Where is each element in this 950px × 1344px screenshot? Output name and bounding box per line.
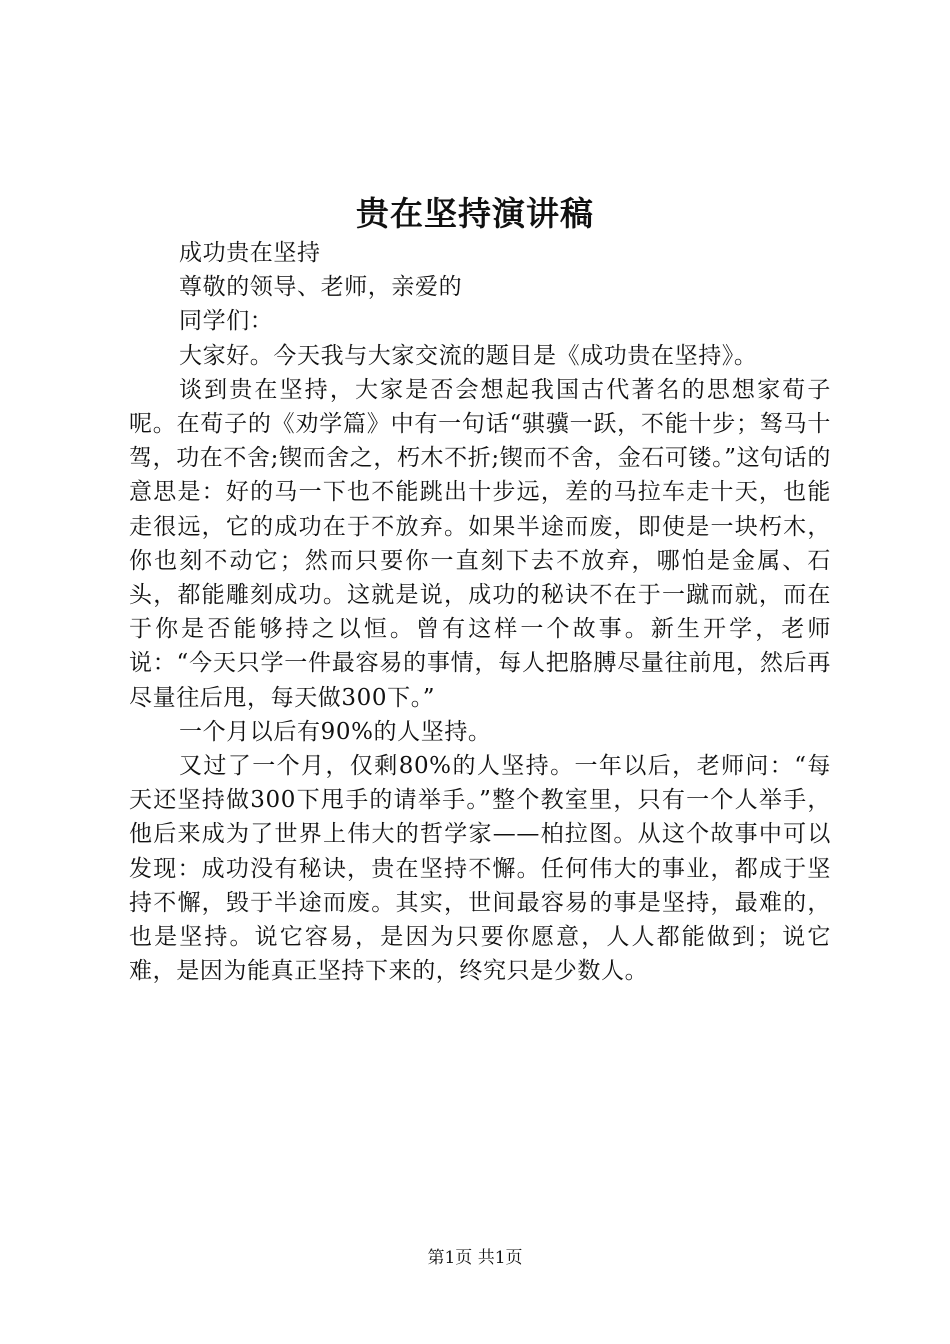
document-title: 贵在坚持演讲稿	[356, 194, 594, 233]
paragraph-salutation: 尊敬的领导、老师，亲爱的	[179, 274, 463, 301]
document-body	[129, 236, 831, 988]
paragraph-greeting: 大家好。今天我与大家交流的题目是《成功贵在坚持》。	[179, 342, 758, 369]
paragraph-subtitle: 成功贵在坚持	[179, 240, 321, 266]
paragraph-month-one: 一个月以后有90%的人坚持。	[179, 718, 492, 745]
paragraph-conclusion: 又过了一个月，仅剩80%的人坚持。一年以后，老师问：“每天还坚持做300下甩手的请举手。”整个教室里，只有一个人举手，他后来成为了世界上伟大的哲学家——柏拉图。从这个故事中可以发现：成功没有秘诀，贵在坚持不懈。任何伟大的事业，都成于坚持不懈，毁于半途而废。其实，世间最容易的事是坚持，最难的，也是坚持。说它容易，是因为只要你愿意，人人都能做到；说它难，是因为能真正坚持下来的，终究只是少数人。	[129, 753, 831, 985]
page-footer: 第1页 共1页	[427, 1248, 523, 1268]
paragraph-story: 谈到贵在坚持，大家是否会想起我国古代著名的思想家荀子呢。在荀子的《劝学篇》中有一句话“骐骥一跃，不能十步；驽马十驾，功在不舍;锲而舍之，朽木不折;锲而不舍，金石可镂。”这句话的意思是：好的马一下也不能跳出十步远，差的马拉车走十天，也能走很远，它的成功在于不放弃。如果半途而废，即使是一块朽木，你也刻不动它；然而只要你一直刻下去不放弃，哪怕是金属、石头，都能雕刻成功。这就是说，成功的秘诀不在于一蹴而就，而在于你是否能够持之以恒。曾有这样一个故事。新生开学，老师说：“今天只学一件最容易的事情，每人把胳膊尽量往前甩，然后再尽量往后甩，每天做300下。”	[129, 376, 831, 711]
paragraph-salutation-cont: 同学们：	[179, 308, 274, 335]
